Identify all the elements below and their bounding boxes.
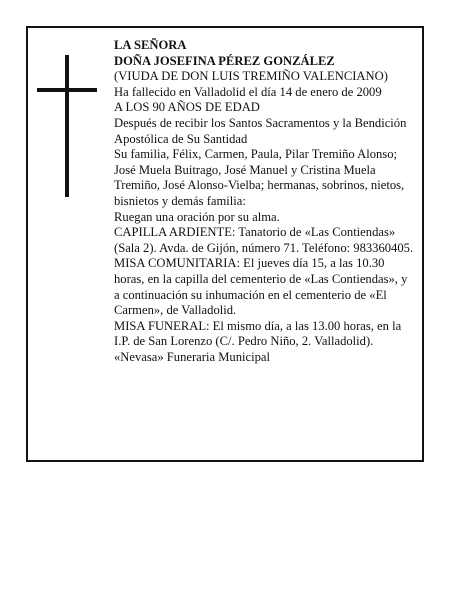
cross-icon — [37, 55, 97, 197]
heading-la-senora: LA SEÑORA — [114, 38, 187, 52]
funeral-home-line: «Nevasa» Funeraria Municipal — [114, 349, 270, 364]
widow-line: (VIUDA DE DON LUIS TREMIÑO VALENCIANO) — [114, 69, 388, 84]
death-line: Ha fallecido en Valladolid el día 14 de enero de 2009 — [114, 84, 382, 99]
community-mass-line: MISA COMUNITARIA: El jueves día 15, a las 10.30 horas, en la capilla del cementerio de «Las Contiendas», y a continuación su inhumación en el cementerio de «El Carmen», de Valladolid. — [114, 256, 408, 318]
age-line: A LOS 90 AÑOS DE EDAD — [114, 100, 260, 115]
sacraments-line: Después de recibir los Santos Sacramentos y la Bendición Apostólica de Su Santidad — [114, 115, 407, 146]
funeral-mass-line: MISA FUNERAL: El mismo día, a las 13.00 horas, en la I.P. de San Lorenzo (C/. Pedro Niño, 2. Valladolid). — [114, 318, 402, 349]
prayer-line: Ruegan una oración por su alma. — [114, 209, 280, 224]
deceased-name: DOÑA JOSEFINA PÉREZ GONZÁLEZ — [114, 53, 335, 68]
family-line: Su familia, Félix, Carmen, Paula, Pilar Tremiño Alonso; José Muela Buitrago, José Manuel y Cristina Muela Tremiño, José Alonso-Vielba; hermanas, sobrinos, nietos, bisnietos y demás familia: — [114, 147, 405, 208]
obituary-text — [114, 38, 414, 365]
chapel-line: CAPILLA ARDIENTE: Tanatorio de «Las Contiendas» (Sala 2). Avda. de Gijón, número 71. Teléfono: 983360405. — [114, 225, 414, 255]
